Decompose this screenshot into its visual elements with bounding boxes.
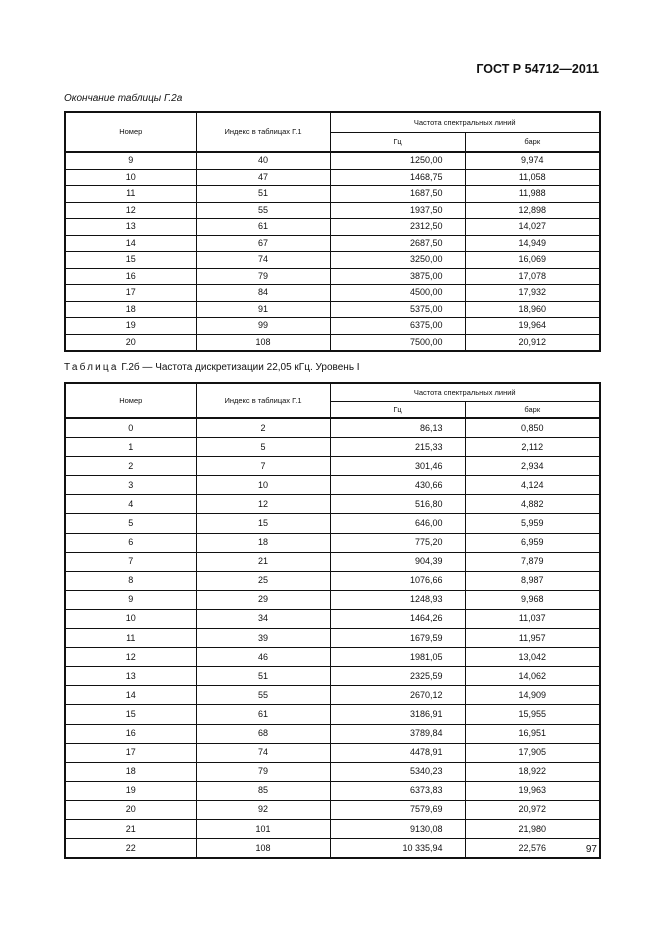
cell-index: 61 <box>196 219 330 236</box>
header-bark: барк <box>465 133 600 153</box>
table-row <box>65 252 600 269</box>
cell-number: 11 <box>65 629 196 648</box>
cell-number: 9 <box>65 152 196 169</box>
table-g2b <box>64 382 601 859</box>
header-hz: Гц <box>330 133 465 153</box>
cell-hz: 3186,91 <box>330 705 465 724</box>
cell-bark: 17,932 <box>465 285 600 302</box>
cell-hz: 3875,00 <box>330 268 465 285</box>
cell-hz: 9130,08 <box>330 819 465 838</box>
cell-hz: 4500,00 <box>330 285 465 302</box>
cell-index: 92 <box>196 800 330 819</box>
header-number: Номер <box>65 112 196 152</box>
header-bark: барк <box>465 402 600 419</box>
cell-hz: 2312,50 <box>330 219 465 236</box>
cell-bark: 5,959 <box>465 514 600 533</box>
cell-number: 6 <box>65 533 196 552</box>
cell-hz: 646,00 <box>330 514 465 533</box>
header-index: Индекс в таблицах Г.1 <box>196 112 330 152</box>
cell-number: 22 <box>65 839 196 859</box>
table-row <box>65 609 600 628</box>
cell-bark: 19,963 <box>465 781 600 800</box>
cell-index: 7 <box>196 457 330 476</box>
table-row <box>65 781 600 800</box>
cell-bark: 18,922 <box>465 762 600 781</box>
cell-hz: 2670,12 <box>330 686 465 705</box>
cell-hz: 86,13 <box>330 418 465 438</box>
cell-bark: 22,576 <box>465 839 600 859</box>
cell-number: 9 <box>65 590 196 609</box>
cell-bark: 2,934 <box>465 457 600 476</box>
cell-number: 20 <box>65 334 196 351</box>
table-row <box>65 301 600 318</box>
cell-hz: 1468,75 <box>330 169 465 186</box>
cell-number: 10 <box>65 169 196 186</box>
header-hz: Гц <box>330 402 465 419</box>
cell-bark: 14,027 <box>465 219 600 236</box>
cell-bark: 19,964 <box>465 318 600 335</box>
cell-hz: 1687,50 <box>330 186 465 203</box>
cell-number: 4 <box>65 495 196 514</box>
table-row <box>65 686 600 705</box>
cell-index: 67 <box>196 235 330 252</box>
cell-bark: 17,905 <box>465 743 600 762</box>
table-g2a-end <box>64 111 601 352</box>
cell-number: 12 <box>65 648 196 667</box>
cell-index: 101 <box>196 819 330 838</box>
cell-hz: 3250,00 <box>330 252 465 269</box>
cell-index: 51 <box>196 667 330 686</box>
cell-hz: 3789,84 <box>330 724 465 743</box>
cell-hz: 4478,91 <box>330 743 465 762</box>
cell-bark: 6,959 <box>465 533 600 552</box>
cell-index: 84 <box>196 285 330 302</box>
table-row <box>65 318 600 335</box>
cell-index: 91 <box>196 301 330 318</box>
cell-bark: 4,124 <box>465 476 600 495</box>
table-row <box>65 705 600 724</box>
cell-bark: 11,037 <box>465 609 600 628</box>
cell-bark: 21,980 <box>465 819 600 838</box>
cell-number: 5 <box>65 514 196 533</box>
cell-number: 1 <box>65 438 196 457</box>
cell-number: 13 <box>65 667 196 686</box>
cell-index: 25 <box>196 571 330 590</box>
cell-bark: 11,957 <box>465 629 600 648</box>
table2-body <box>65 418 600 858</box>
cell-hz: 1981,05 <box>330 648 465 667</box>
cell-hz: 430,66 <box>330 476 465 495</box>
table-row <box>65 476 600 495</box>
table-row <box>65 457 600 476</box>
cell-number: 13 <box>65 219 196 236</box>
cell-index: 108 <box>196 334 330 351</box>
cell-index: 55 <box>196 202 330 219</box>
table-row <box>65 186 600 203</box>
cell-index: 21 <box>196 552 330 571</box>
cell-index: 85 <box>196 781 330 800</box>
cell-hz: 2687,50 <box>330 235 465 252</box>
cell-bark: 17,078 <box>465 268 600 285</box>
cell-hz: 904,39 <box>330 552 465 571</box>
page-number: 97 <box>585 844 597 855</box>
table-row <box>65 285 600 302</box>
cell-number: 14 <box>65 235 196 252</box>
table-row <box>65 219 600 236</box>
cell-number: 14 <box>65 686 196 705</box>
cell-hz: 5375,00 <box>330 301 465 318</box>
cell-number: 16 <box>65 268 196 285</box>
cell-hz: 1076,66 <box>330 571 465 590</box>
table-row <box>65 590 600 609</box>
table-row <box>65 514 600 533</box>
cell-index: 46 <box>196 648 330 667</box>
cell-index: 12 <box>196 495 330 514</box>
cell-bark: 18,960 <box>465 301 600 318</box>
cell-index: 10 <box>196 476 330 495</box>
table-row <box>65 495 600 514</box>
header-number: Номер <box>65 383 196 418</box>
table-row <box>65 268 600 285</box>
table-row <box>65 648 600 667</box>
table-row <box>65 235 600 252</box>
table-row <box>65 552 600 571</box>
cell-index: 5 <box>196 438 330 457</box>
cell-hz: 10 335,94 <box>330 839 465 859</box>
cell-hz: 7579,69 <box>330 800 465 819</box>
cell-bark: 20,972 <box>465 800 600 819</box>
cell-number: 17 <box>65 285 196 302</box>
cell-index: 34 <box>196 609 330 628</box>
cell-index: 79 <box>196 268 330 285</box>
cell-hz: 1248,93 <box>330 590 465 609</box>
cell-bark: 16,951 <box>465 724 600 743</box>
cell-index: 15 <box>196 514 330 533</box>
cell-number: 15 <box>65 252 196 269</box>
table1-caption: Окончание таблицы Г.2а <box>64 93 183 104</box>
table-row <box>65 533 600 552</box>
header-index: Индекс в таблицах Г.1 <box>196 383 330 418</box>
cell-number: 3 <box>65 476 196 495</box>
cell-hz: 2325,59 <box>330 667 465 686</box>
cell-bark: 14,062 <box>465 667 600 686</box>
cell-number: 19 <box>65 318 196 335</box>
cell-bark: 11,988 <box>465 186 600 203</box>
cell-index: 108 <box>196 839 330 859</box>
cell-number: 18 <box>65 301 196 318</box>
cell-number: 16 <box>65 724 196 743</box>
cell-bark: 9,974 <box>465 152 600 169</box>
cell-bark: 13,042 <box>465 648 600 667</box>
cell-index: 40 <box>196 152 330 169</box>
header-frequency: Частота спектральных линий <box>330 383 600 402</box>
table-row <box>65 334 600 351</box>
cell-index: 61 <box>196 705 330 724</box>
table1-body <box>65 152 600 351</box>
cell-bark: 14,949 <box>465 235 600 252</box>
cell-number: 0 <box>65 418 196 438</box>
cell-hz: 5340,23 <box>330 762 465 781</box>
header-frequency: Частота спектральных линий <box>330 112 600 133</box>
cell-index: 51 <box>196 186 330 203</box>
cell-hz: 775,20 <box>330 533 465 552</box>
cell-bark: 7,879 <box>465 552 600 571</box>
table-row <box>65 202 600 219</box>
cell-hz: 1250,00 <box>330 152 465 169</box>
cell-index: 47 <box>196 169 330 186</box>
cell-bark: 11,058 <box>465 169 600 186</box>
cell-number: 21 <box>65 819 196 838</box>
cell-index: 79 <box>196 762 330 781</box>
cell-bark: 16,069 <box>465 252 600 269</box>
cell-index: 99 <box>196 318 330 335</box>
cell-bark: 9,968 <box>465 590 600 609</box>
cell-hz: 215,33 <box>330 438 465 457</box>
cell-number: 2 <box>65 457 196 476</box>
cell-hz: 6373,83 <box>330 781 465 800</box>
cell-index: 2 <box>196 418 330 438</box>
table-row <box>65 800 600 819</box>
table2-caption-text: Г.2б — Частота дискретизации 22,05 кГц. Уровень I <box>118 362 360 373</box>
table2-caption-label: Таблица <box>64 362 119 373</box>
table-row <box>65 629 600 648</box>
table-row <box>65 438 600 457</box>
cell-hz: 516,80 <box>330 495 465 514</box>
cell-bark: 0,850 <box>465 418 600 438</box>
cell-index: 39 <box>196 629 330 648</box>
table-row <box>65 169 600 186</box>
cell-number: 11 <box>65 186 196 203</box>
cell-number: 10 <box>65 609 196 628</box>
cell-hz: 1937,50 <box>330 202 465 219</box>
table-row <box>65 724 600 743</box>
cell-bark: 8,987 <box>465 571 600 590</box>
table-row <box>65 571 600 590</box>
table-row <box>65 418 600 438</box>
cell-number: 7 <box>65 552 196 571</box>
table-row <box>65 743 600 762</box>
cell-index: 29 <box>196 590 330 609</box>
table-row <box>65 839 600 859</box>
document-id: ГОСТ Р 54712—2011 <box>476 62 599 76</box>
cell-bark: 2,112 <box>465 438 600 457</box>
cell-number: 17 <box>65 743 196 762</box>
cell-number: 8 <box>65 571 196 590</box>
table2-caption <box>64 362 360 373</box>
table-row <box>65 152 600 169</box>
cell-hz: 301,46 <box>330 457 465 476</box>
cell-index: 18 <box>196 533 330 552</box>
cell-bark: 15,955 <box>465 705 600 724</box>
cell-index: 55 <box>196 686 330 705</box>
cell-bark: 14,909 <box>465 686 600 705</box>
cell-hz: 6375,00 <box>330 318 465 335</box>
cell-number: 15 <box>65 705 196 724</box>
cell-number: 18 <box>65 762 196 781</box>
cell-number: 12 <box>65 202 196 219</box>
cell-hz: 7500,00 <box>330 334 465 351</box>
cell-index: 74 <box>196 743 330 762</box>
cell-hz: 1679,59 <box>330 629 465 648</box>
table-row <box>65 667 600 686</box>
cell-index: 74 <box>196 252 330 269</box>
cell-index: 68 <box>196 724 330 743</box>
cell-bark: 20,912 <box>465 334 600 351</box>
table-row <box>65 819 600 838</box>
cell-number: 20 <box>65 800 196 819</box>
cell-bark: 12,898 <box>465 202 600 219</box>
cell-number: 19 <box>65 781 196 800</box>
table-row <box>65 762 600 781</box>
cell-hz: 1464,26 <box>330 609 465 628</box>
cell-bark: 4,882 <box>465 495 600 514</box>
